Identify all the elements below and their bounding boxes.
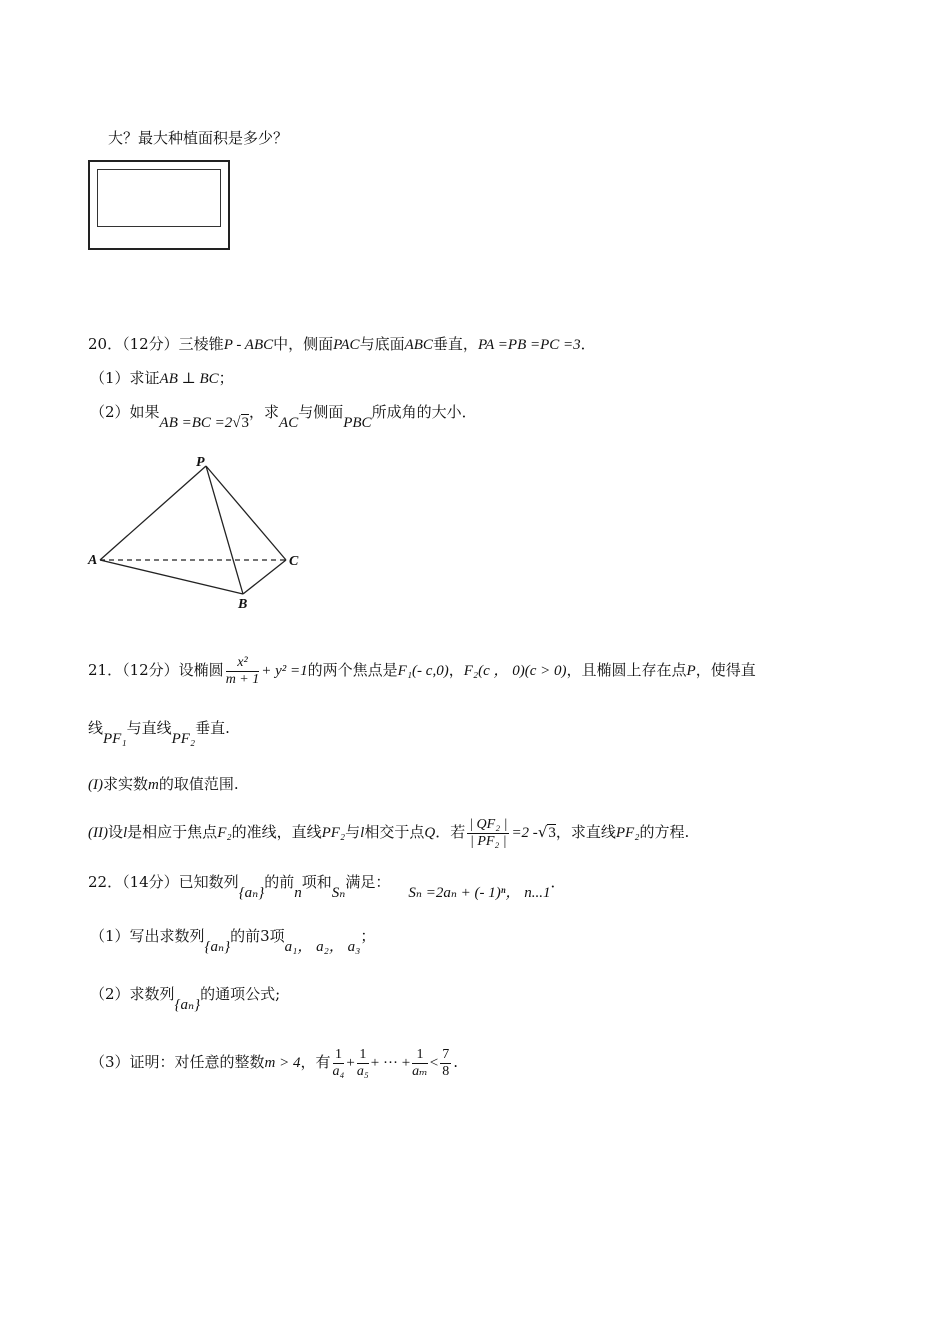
q22-text: ； bbox=[360, 927, 376, 945]
q21-part2-label: (II) bbox=[88, 825, 108, 841]
q22-sequence: {aₙ} bbox=[238, 885, 265, 901]
edge-ab bbox=[100, 560, 243, 594]
edge-pb bbox=[206, 466, 243, 594]
q20-text: 所成角的大小． bbox=[371, 403, 477, 421]
q21-stem bbox=[88, 652, 756, 689]
q21-ratio-num: | QF₂ | bbox=[469, 816, 508, 832]
q21-focus-f2: F₂(c ， 0)(c > 0) bbox=[463, 663, 567, 679]
q22-sequence: {aₙ} bbox=[174, 997, 201, 1013]
q21-text: ，且椭圆上存在点 bbox=[566, 661, 687, 679]
vertex-label-c: C bbox=[289, 554, 299, 569]
q22-part2 bbox=[90, 984, 281, 1013]
q20-stem bbox=[88, 334, 596, 355]
q22-less-than: < bbox=[429, 1055, 439, 1071]
q21-text: ， bbox=[448, 661, 464, 679]
q20-text: 与侧面 bbox=[298, 403, 344, 421]
q21-ratio-eq: =2 - bbox=[511, 825, 538, 841]
q20-text: 与底面 bbox=[359, 335, 405, 353]
q20-part2-label: （2）如果 bbox=[90, 403, 160, 421]
q21-text: 相交于点 bbox=[364, 823, 425, 841]
sqrt-symbol: √ bbox=[232, 415, 241, 431]
q22-plus: + bbox=[346, 1055, 355, 1071]
q21-var-l: l bbox=[123, 825, 128, 841]
q20-part2 bbox=[90, 402, 477, 431]
q20-part2-expr bbox=[160, 415, 249, 431]
q22-part3 bbox=[90, 1044, 458, 1081]
q21-frac-den: m + 1 bbox=[225, 671, 260, 687]
q22-fraction-bound bbox=[440, 1047, 451, 1080]
edge-bc bbox=[243, 560, 286, 594]
vertex-label-p: P bbox=[196, 455, 205, 470]
q20-text: 中，侧面 bbox=[273, 335, 334, 353]
q21-text: 的两个焦点是 bbox=[307, 661, 398, 679]
q21-point-q: Q bbox=[424, 825, 436, 841]
q21-part1 bbox=[88, 774, 239, 795]
q21-point-p: P bbox=[686, 663, 696, 679]
q20-part2-expr-text: AB =BC =2 bbox=[159, 415, 233, 431]
q21-ellipse-fraction bbox=[226, 655, 260, 688]
q22-part1 bbox=[90, 926, 376, 955]
frac-den: 8 bbox=[442, 1063, 450, 1079]
q22-sum-sn: Sₙ bbox=[331, 885, 346, 901]
q22-stem bbox=[88, 872, 566, 901]
q21-text: 的方程. bbox=[639, 823, 690, 841]
edge-pc bbox=[206, 466, 286, 560]
q22-text: ，有 bbox=[300, 1053, 331, 1071]
q21-line-pf1: PF₁ bbox=[103, 731, 127, 747]
q22-part3-label: （3）证明：对任意的整数 bbox=[90, 1053, 265, 1071]
q21-text: 与 bbox=[345, 823, 361, 841]
q22-text: 的前3项 bbox=[230, 927, 285, 945]
q20-text: ． bbox=[580, 335, 596, 353]
q21-var-m: m bbox=[148, 777, 159, 793]
q20-part2-radicand: 3 bbox=[241, 415, 250, 431]
q22-text: 的通项公式; bbox=[200, 985, 281, 1003]
pyramid-figure bbox=[80, 450, 320, 615]
q21-line-pf2: PF₂ bbox=[171, 731, 196, 747]
q22-condition: m > 4 bbox=[264, 1055, 301, 1071]
q20-part1 bbox=[90, 368, 234, 389]
q21-text: ，求直线 bbox=[555, 823, 616, 841]
q21-ratio-fraction bbox=[467, 817, 509, 850]
q20-part2-ac: AC bbox=[279, 415, 299, 431]
q20-part2-pbc: PBC bbox=[343, 415, 372, 431]
planting-inner-rectangle bbox=[97, 169, 221, 227]
frac-den: aₘ bbox=[412, 1063, 428, 1079]
q21-header: 21．（12分）设椭圆 bbox=[88, 661, 224, 679]
q20-part1-label: （1）求证 bbox=[90, 369, 160, 387]
q22-part2-label: （2）求数列 bbox=[90, 985, 175, 1003]
q21-frac-num: x² bbox=[226, 655, 260, 672]
q22-var-n: n bbox=[294, 885, 302, 901]
q22-fraction-1 bbox=[333, 1047, 345, 1080]
vertex-label-a: A bbox=[88, 553, 98, 568]
q21-text: 设 bbox=[107, 823, 123, 841]
q21-var-l: l bbox=[360, 825, 365, 841]
q21-line-pf2-ref: PF₂ bbox=[615, 825, 640, 841]
q21-radicand: 3 bbox=[548, 825, 556, 841]
q22-header: 22．（14分）已知数列 bbox=[88, 873, 239, 891]
q21-part1-label: (I) bbox=[88, 777, 103, 793]
q21-text: 与直线 bbox=[126, 719, 172, 737]
q22-sequence: {aₙ} bbox=[204, 939, 231, 955]
frac-num: 1 bbox=[357, 1047, 369, 1064]
q20-text: 垂直， bbox=[432, 335, 478, 353]
q22-text: . bbox=[453, 1053, 458, 1071]
sqrt-symbol: √ bbox=[537, 823, 548, 841]
q22-text: 满足： bbox=[345, 873, 391, 891]
frac-num: 7 bbox=[442, 1046, 450, 1062]
q21-text: 是相应于焦点 bbox=[127, 823, 218, 841]
q21-line-pf2-ref: PF₂ bbox=[321, 825, 346, 841]
q21-part2 bbox=[88, 814, 689, 851]
q22-text: 项和 bbox=[301, 873, 332, 891]
q20-base-abc: ABC bbox=[404, 337, 433, 353]
q21-text: 垂直. bbox=[195, 719, 230, 737]
q21-ellipse-rest: + y² =1 bbox=[261, 663, 308, 679]
q21-text: 的准线，直线 bbox=[231, 823, 322, 841]
frac-num: 1 bbox=[333, 1047, 345, 1064]
q20-text: ； bbox=[218, 369, 234, 387]
q22-first-terms: a₁， a₂， a₃ bbox=[284, 939, 361, 955]
frac-num: 1 bbox=[412, 1047, 428, 1064]
q20-pyramid-expr: P - ABC bbox=[223, 337, 274, 353]
q21-text: 线 bbox=[88, 719, 104, 737]
q21-ratio-den: | PF₂ | bbox=[469, 833, 507, 849]
q20-equal-edges: PA =PB =PC =3 bbox=[477, 337, 581, 353]
q22-fraction-3 bbox=[412, 1047, 428, 1080]
edge-pa bbox=[100, 466, 206, 560]
q20-text: ，求 bbox=[249, 403, 280, 421]
q22-dots: + ··· + bbox=[370, 1055, 411, 1071]
frac-den: a₅ bbox=[356, 1063, 369, 1079]
frac-den: a₄ bbox=[332, 1063, 345, 1079]
q22-text: ． bbox=[550, 873, 566, 891]
q21-focus-f2-ref: F₂ bbox=[217, 825, 232, 841]
q20-header: 20．（12分）三棱锥 bbox=[88, 335, 224, 353]
q21-text: 求实数 bbox=[103, 775, 149, 793]
q20-face-pac: PAC bbox=[333, 337, 360, 353]
q21-text: ，使得直 bbox=[695, 661, 756, 679]
q22-formula: Sₙ =2aₙ + (- 1)ⁿ， n...1 bbox=[408, 885, 551, 901]
q20-part1-expr: AB ⊥ BC bbox=[159, 371, 219, 387]
q19-tail: 大？最大种植面积是多少？ bbox=[108, 129, 289, 147]
q22-fraction-2 bbox=[357, 1047, 369, 1080]
q21-line2 bbox=[88, 718, 230, 747]
vertex-label-b: B bbox=[238, 597, 248, 612]
q22-text: 的前 bbox=[264, 873, 295, 891]
q21-focus-f1: F₁(- c,0) bbox=[397, 663, 449, 679]
q21-text: ．若 bbox=[435, 823, 466, 841]
q22-part1-label: （1）写出求数列 bbox=[90, 927, 205, 945]
q21-text: 的取值范围. bbox=[158, 775, 239, 793]
